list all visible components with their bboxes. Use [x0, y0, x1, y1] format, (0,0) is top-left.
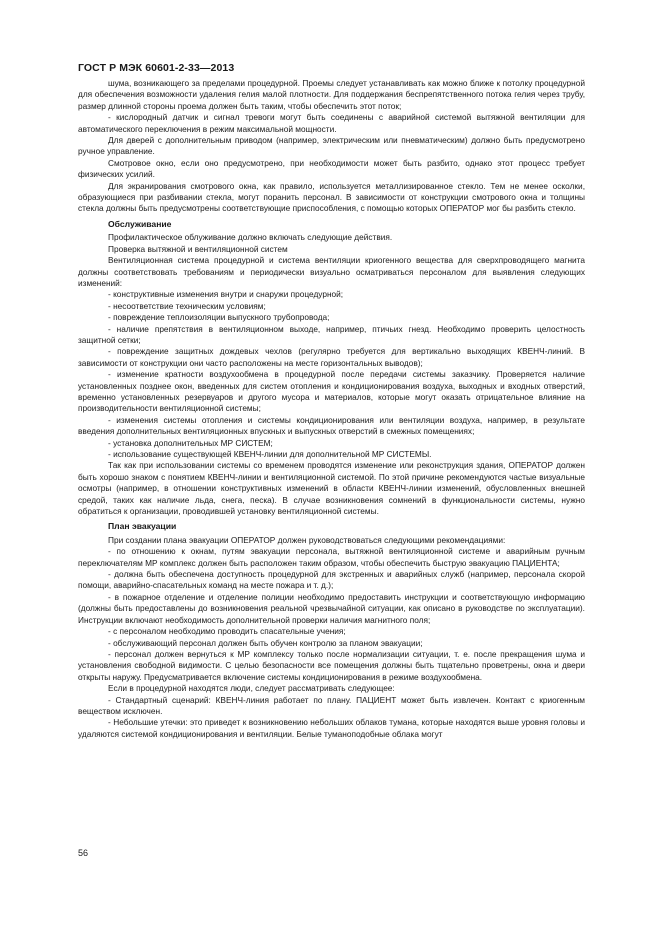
list-item: - изменения системы отопления и системы кондиционирования или вентиляции воздуха, например, в результате введения дополнительных вентиляционных впускных и выпускных отверстий в смежных помещениях; — [78, 414, 585, 437]
list-item: - персонал должен вернуться к МР комплексу только после нормализации ситуации, т. е. после прекращения шума и установления свободной видимости. С целью безопасности все помещения должны быть тщательно проветрены, окна и двери открыты наружу. Предусматривается включение системы кондиционирования в режиме воздухообмена. — [78, 648, 585, 682]
list-item: - наличие препятствия в вентиляционном выходе, например, птичьих гнезд. Необходимо проверить целостность защитной сетки; — [78, 323, 585, 345]
page-number: 56 — [78, 848, 89, 858]
list-item: - конструктивные изменения внутри и снаружи процедурной; — [108, 289, 344, 300]
section-heading: План эвакуации — [108, 521, 177, 532]
list-item: - обслуживающий персонал должен быть обучен контролю за планом эвакуации; — [108, 637, 423, 648]
paragraph: Смотровое окно, если оно предусмотрено, при необходимости может быть разбито, однако этот процесс требует физических усилий. — [78, 157, 585, 180]
paragraph: Профилактическое облуживание должно включать следующие действия. — [108, 232, 393, 243]
list-item: - использование существующей КВЕНЧ-линии для дополнительной МР СИСТЕМЫ. — [108, 449, 432, 459]
list-item: - Стандартный сценарий: КВЕНЧ-линия работает по плану. ПАЦИЕНТ может быть извлечен. Контакт с криогенным веществом исключен. — [78, 694, 585, 716]
paragraph: Проверка вытяжной и вентиляционной систем — [108, 243, 288, 254]
list-item: - Небольшие утечки: это приведет к возникновению небольших облаков тумана, которые находятся выше уровня головы и удаляются системой кондиционирования и вентиляции. Белые туманоподобные облака могут — [78, 717, 585, 739]
list-item: - кислородный датчик и сигнал тревоги могут быть соединены с аварийной системой вытяжной вентиляции для автоматического переключения в режим максимальной мощности. — [78, 112, 585, 134]
list-item: - должна быть обеспечена доступность процедурной для экстренных и аварийных служб (например, персонала скорой помощи, аварийно-спасательных команд на месте пожара и т. д.); — [78, 569, 585, 591]
list-item: - с персоналом необходимо проводить спасательные учения; — [108, 626, 346, 637]
paragraph: При создании плана эвакуации ОПЕРАТОР должен руководствоваться следующими рекомендациями: — [108, 534, 506, 545]
paragraph: Вентиляционная система процедурной и система вентиляции криогенного вещества для сверхпроводящего магнита должны соответствовать требованиям и периодически визуально осматриваться персоналом для выявления следующих изменений: — [78, 255, 585, 288]
paragraph: Если в процедурной находятся люди, следует рассматривать следующее: — [108, 683, 395, 694]
section-heading: Обслуживание — [108, 218, 172, 229]
paragraph: Так как при использовании системы со временем проводятся изменение или реконструкция здания, ОПЕРАТОР должен быть хорошо знаком с понятием КВЕНЧ-линии и вентиляционной системой. По этой причине рекомендуются частые визуальные осмотры (например, в отношении конструктивных изменений в области КВЕНЧ-линии изменений, обусловленных внешней средой, таких как наличие льда, снега, песка). В случае возникновения сомнений в функциональности системы, нужно обратиться к организации, проводившей установку вентиляционной системы. — [78, 460, 585, 517]
list-item: - по отношению к окнам, путям эвакуации персонала, вытяжной вентиляционной системе и аварийным ручным переключателям МР комплекс должен быть расположен таким образом, чтобы обеспечить быструю эвакуацию ПАЦИЕНТА; — [78, 546, 585, 568]
list-item: - изменение кратности воздухообмена в процедурной после передачи системы заказчику. Проверяется наличие установленных позднее окон, введенных для систем отопления и кондиционирования воздуха, выходных и входных отверстий, временно установленных резервуаров и другого мусора и материалов, которые могут оказать отрицательное влияние на производительности вентиляционной системы; — [78, 369, 585, 414]
list-item: - повреждение теплоизоляции выпускного трубопровода; — [108, 312, 330, 323]
list-item: - в пожарное отделение и отделение полиции необходимо предоставить инструкции и соответствующую информацию (должны быть предоставлены до возникновения реальной чрезвычайной ситуации, как описано в руководстве по эксплуатации). Инструкции включают необходимость дополнительной проверки наличия магнитного поля; — [78, 591, 585, 625]
paragraph: Для экранирования смотрового окна, как правило, используется металлизированное стекло. Тем не менее осколки, образующиеся при разбивании стекла, могут поранить персонал. В зависимости от конструкции смотрового окна и толщины стекла должны быть предусмотрены соответствующие приспособления, с помощью которых ОПЕРАТОР мог бы разбить стекло. — [78, 180, 585, 214]
list-item: - установка дополнительных МР СИСТЕМ; — [108, 437, 273, 448]
paragraph: шума, возникающего за пределами процедурной. Проемы следует устанавливать как можно ближе к потолку процедурной для обеспечения возможности удаления гелия малой плотности. Для поддержания беспрепятственного потока гелия через трубу, размер длинной стороны проема должен быть таким, чтобы обеспечить этот поток; — [78, 78, 585, 111]
document-header-standard-code: ГОСТ Р МЭК 60601-2-33—2013 — [78, 62, 235, 74]
document-body — [78, 78, 585, 740]
list-item: - несоответствие техническим условиям; — [108, 300, 266, 311]
list-item: - повреждение защитных дождевых чехлов (регулярно требуется для вертикально выходящих КВЕНЧ-линий. В зависимости от конструкции они часто расположены на месте горизонтальных выводов); — [78, 346, 585, 368]
paragraph: Для дверей с дополнительным приводом (например, электрическим или пневматическим) должно быть предусмотрено ручное управление. — [78, 135, 585, 157]
